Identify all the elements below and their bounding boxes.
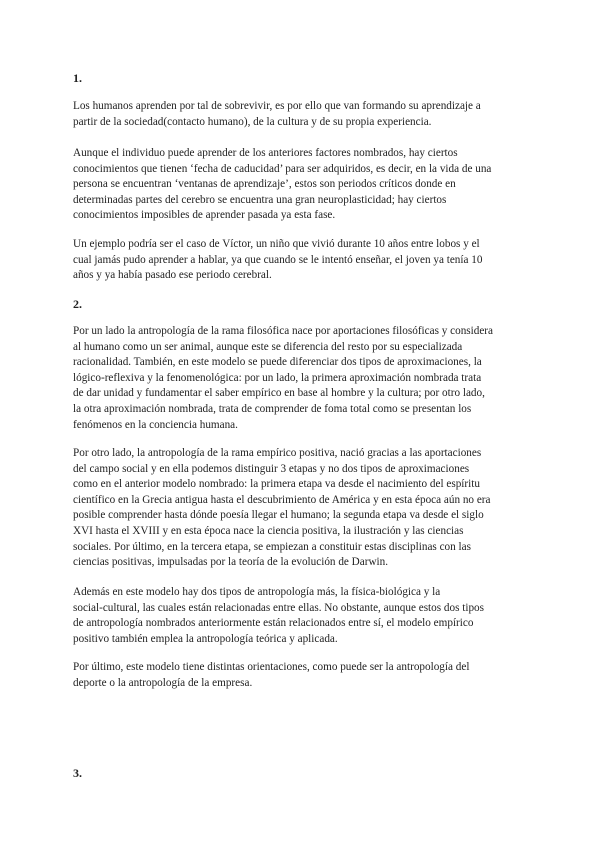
text-line: determinadas partes del cerebro se encuentra una gran neuroplasticidad; hay ciertos <box>73 193 447 206</box>
text-line: social-cultural, las cuales están relacionadas entre ellas. No obstante, aunque estos dos tipos <box>73 601 485 614</box>
text-line: de dar unidad y fundamentar el saber empírico en base al hombre y la cultura; por otro lado, <box>73 387 485 400</box>
section-3-number: 3. <box>73 766 82 780</box>
text-line: Por último, este modelo tiene distintas orientaciones, como puede ser la antropología del <box>73 661 470 673</box>
text-line: ciencias positivas, impulsadas por la teoría de la evolución de Darwin. <box>73 556 389 569</box>
section-1-paragraph-3 <box>73 237 523 284</box>
text-line: Por otro lado, la antropología de la rama empírico positiva, nació gracias a las aportaciones <box>73 447 482 459</box>
text-line: posible comprender hasta dónde poesía llegar el humano; la segunda etapa va desde el siglo <box>73 509 484 522</box>
section-2-paragraph-1 <box>73 324 523 433</box>
section-1-paragraph-1 <box>73 99 523 130</box>
text-line: positivo también emplea la antropología teórica y aplicada. <box>73 632 338 645</box>
text-line: del campo social y en ella podemos distinguir 3 etapas y no dos tipos de aproximaciones <box>73 462 470 475</box>
section-2-number: 2. <box>73 297 82 311</box>
section-1-number: 1. <box>73 71 82 85</box>
text-line: Los humanos aprenden por tal de sobrevivir, es por ello que van formando su aprendizaje a <box>73 100 481 112</box>
text-line: racionalidad. También, en este modelo se puede diferenciar dos tipos de aproximaciones, la <box>73 356 482 369</box>
text-line: Aunque el individuo puede aprender de los anteriores factores nombrados, hay ciertos <box>73 147 458 159</box>
text-line: como en el anterior modelo nombrado: la primera etapa va desde el nacimiento del espíritu <box>73 478 480 491</box>
text-line: deporte o la antropología de la empresa. <box>73 676 253 689</box>
text-line: la otra aproximación nombrada, trata de comprender de foma total como se presentan los <box>73 402 472 415</box>
text-line: Un ejemplo podría ser el caso de Víctor, un niño que vivió durante 10 años entre lobos y el <box>73 238 480 250</box>
section-2-paragraph-2 <box>73 446 523 571</box>
text-line: persona se encuentran ‘ventanas de aprendizaje’, estos son periodos críticos donde en <box>73 178 456 191</box>
text-line: XVI hasta el XVIII y en esta época nace la ciencia positiva, la ilustración y las ciencias <box>73 524 464 537</box>
text-line: Además en este modelo hay dos tipos de antropología más, la física-biológica y la <box>73 586 441 598</box>
text-line: al humano como un ser animal, aunque este se diferencia del resto por su especializada <box>73 340 463 353</box>
text-line: científico en la Grecia antigua hasta el descubrimiento de América y en esta época aún no era <box>73 493 491 506</box>
section-1-paragraph-2 <box>73 146 523 224</box>
text-line: lógico-reflexiva y la fenomenológica: por un lado, la primera aproximación nombrada trata <box>73 371 482 384</box>
text-line: de antropología nombrados anteriormente están relacionados entre sí, el modelo empírico <box>73 617 474 630</box>
text-line: conocimientos imposibles de aprender pasada ya esta fase. <box>73 209 336 222</box>
text-line: conocimientos que tienen ‘fecha de caducidad’ para ser adquiridos, es decir, en la vida de una <box>73 162 492 175</box>
text-line: años y ya había pasado ese periodo cerebral. <box>73 269 272 282</box>
text-line: sociales. Por último, en la tercera etapa, se empiezan a constituir estas disciplinas con las <box>73 540 471 553</box>
text-line: fenómenos en la conciencia humana. <box>73 418 238 431</box>
text-line: cual jamás pudo aprender a hablar, ya que cuando se le intentó enseñar, el joven ya tenía 10 <box>73 253 483 266</box>
section-2-paragraph-3 <box>73 585 523 647</box>
section-2-paragraph-4 <box>73 660 523 691</box>
text-line: partir de la sociedad(contacto humano), de la cultura y de su propia experiencia. <box>73 115 432 128</box>
text-line: Por un lado la antropología de la rama filosófica nace por aportaciones filosóficas y considera <box>73 325 494 337</box>
